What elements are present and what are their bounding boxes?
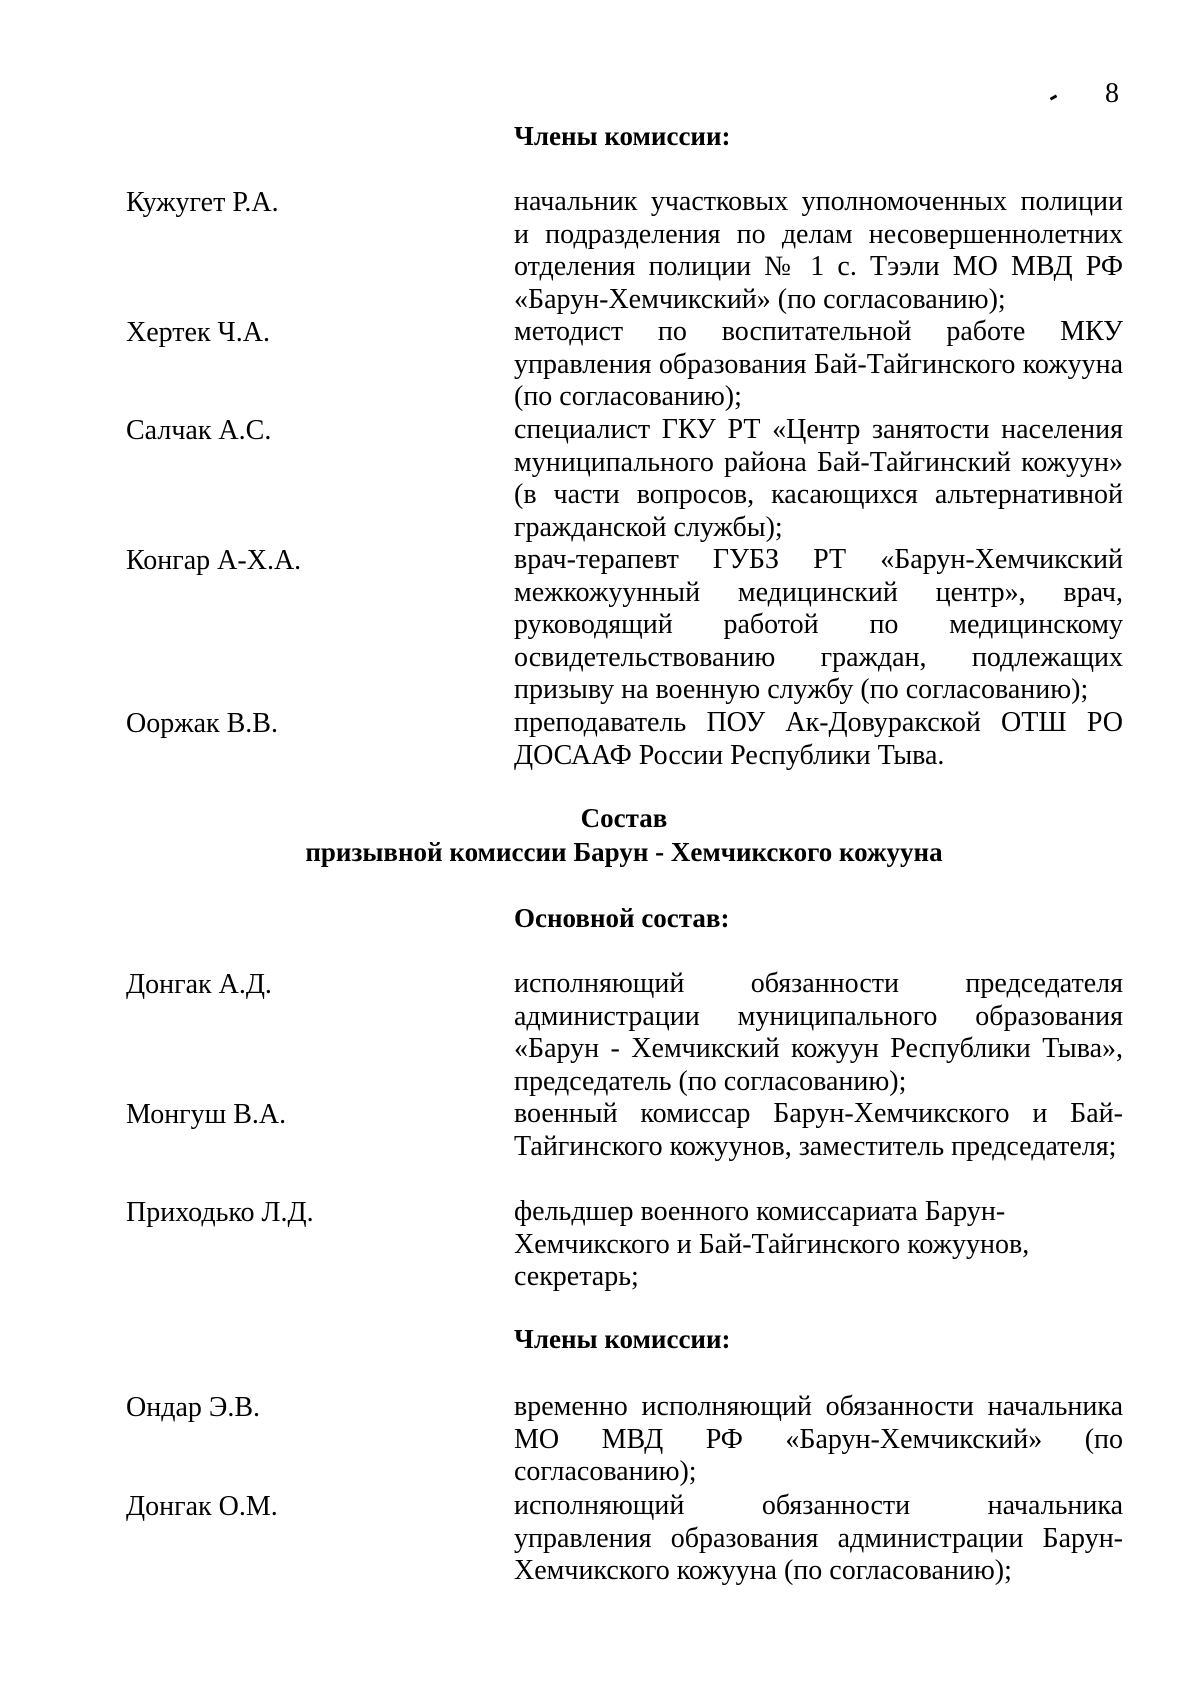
member-name: Кужугет Р.А. bbox=[126, 187, 279, 218]
member-name: Приходько Л.Д. bbox=[126, 1197, 314, 1228]
member-name: Ондар Э.В. bbox=[126, 1392, 261, 1423]
member-role: специалист ГКУ РТ «Центр занятости населения муниципального района Бай-Тайгинский кожуун» (в части вопросов, касающихся альтернативной гражданской службы); bbox=[514, 414, 1123, 543]
main-composition-heading: Основной состав: bbox=[514, 903, 730, 933]
member-name: Конгар А-Х.А. bbox=[126, 545, 302, 576]
member-name: Донгак О.М. bbox=[126, 1491, 278, 1522]
member-role: начальник участковых уполномоченных полиции и подразделения по делам несовершеннолетних отделения полиции № 1 с. Тээли МО МВД РФ «Барун-Хемчикский» (по согласованию); bbox=[514, 186, 1123, 315]
member-role: методист по воспитательной работе МКУ управления образования Бай-Тайгинского кожууна (по согласованию); bbox=[514, 316, 1123, 413]
member-role: фельдшер военного комиссариата Барун-Хемчикского и Бай-Тайгинского кожуунов, секретарь; bbox=[514, 1196, 1030, 1293]
member-role: преподаватель ПОУ Ак-Довуракской ОТШ РО ДОСААФ России Республики Тыва. bbox=[514, 707, 1123, 771]
member-role: военный комиссар Барун-Хемчикского и Бай-Тайгинского кожуунов, заместитель председателя; bbox=[514, 1098, 1123, 1162]
member-role: исполняющий обязанности председателя администрации муниципального образования «Барун - Хемчикский кожуун Республики Тыва», председатель (по согласованию); bbox=[514, 968, 1123, 1097]
member-name: Салчак А.С. bbox=[126, 415, 272, 446]
member-name: Монгуш В.А. bbox=[126, 1099, 287, 1130]
scan-mark bbox=[1050, 94, 1058, 100]
member-role: врач-терапевт ГУБЗ РТ «Барун-Хемчикский межкожуунный медицинский центр», врач, руководящий работой по медицинскому освидетельствованию граждан, подлежащих призыву на военную службу (по согласованию); bbox=[514, 544, 1123, 706]
page-number: 8 bbox=[1105, 78, 1119, 109]
member-role: временно исполняющий обязанности начальника МО МВД РФ «Барун-Хемчикский» (по согласованию); bbox=[514, 1391, 1123, 1488]
member-name: Донгак А.Д. bbox=[126, 969, 272, 1000]
member-name: Хертек Ч.А. bbox=[126, 317, 270, 348]
composition-title: Состав bbox=[580, 803, 668, 833]
member-name: Ооржак В.В. bbox=[126, 708, 278, 739]
member-role: исполняющий обязанности начальника управления образования администрации Барун-Хемчикского кожууна (по согласованию); bbox=[514, 1490, 1123, 1587]
members-heading-2: Члены комиссии: bbox=[514, 1324, 731, 1354]
composition-subtitle: призывной комиссии Барун - Хемчикского кожууна bbox=[305, 837, 943, 867]
members-heading-1: Члены комиссии: bbox=[514, 121, 731, 151]
